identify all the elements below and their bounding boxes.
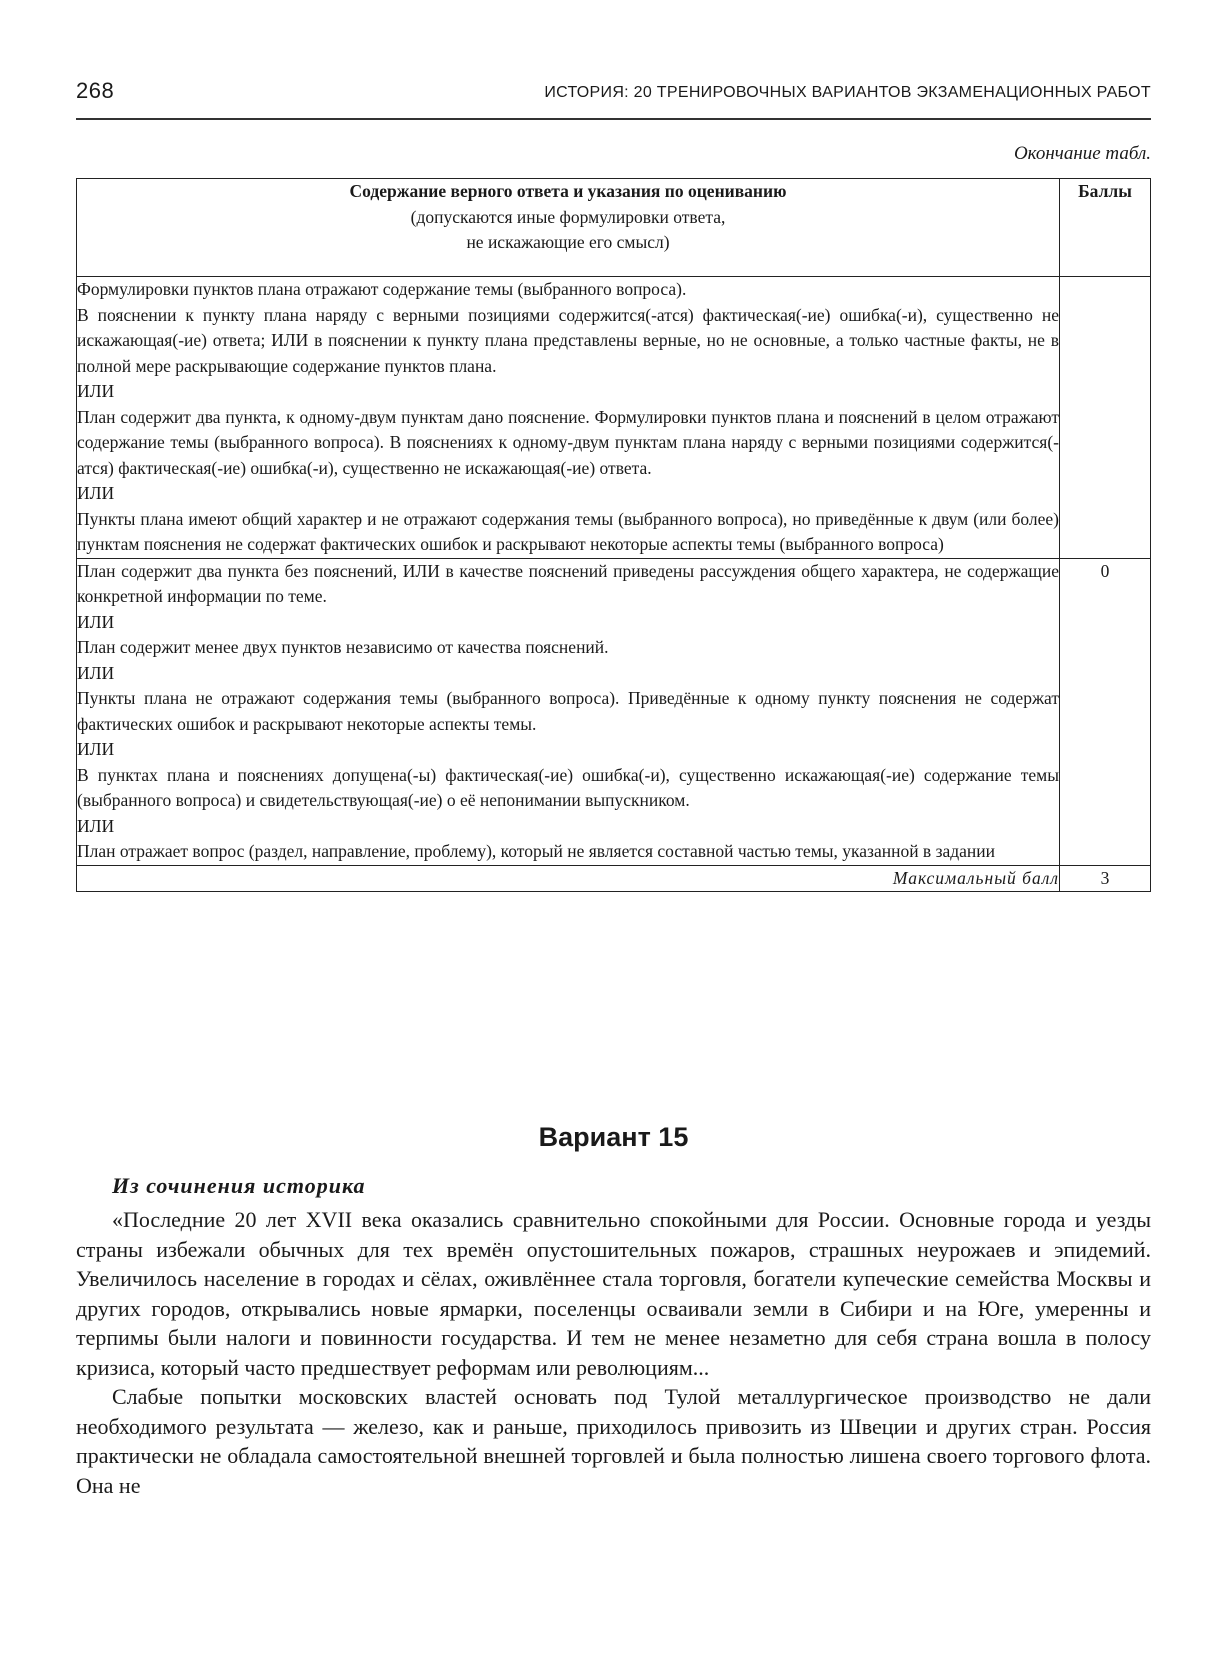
criteria-text: В пояснении к пункту плана наряду с верными позициями содержится(-атся) фактическая(-ие) ошибка(-и), существенно не искажающая(-ие) ответа; ИЛИ в пояснении к пункту плана представлены верные, но не основные, а только частные факты, не в полной мере раскрывающие содержание пунктов плана. — [77, 304, 1059, 376]
max-score-label: Максимальный балл — [77, 865, 1060, 892]
content-header-line: (допускаются иные формулировки ответа, — [410, 206, 726, 227]
criteria-text: В пунктах плана и пояснениях допущена(-ы) фактическая(-ие) ошибка(-и), существенно искажающая(-ие) содержание темы (выбранного вопроса) и свидетельствующая(-ие) о её непонимании выпускником. — [77, 764, 1059, 810]
criteria-text: План содержит два пункта, к одному-двум пунктам дано пояснение. Формулировки пунктов плана и пояснений в целом отражают содержание темы (выбранного вопроса). В пояснениях к одному-двум пунктам плана наряду с верными позициями содержится(-атся) фактическая(-ие) ошибка(-и), существенно не искажающая(-ие) ответа. — [77, 406, 1059, 478]
criteria-cell — [77, 277, 1060, 559]
criteria-text: План содержит два пункта без пояснений, ИЛИ в качестве пояснений приведены рассуждения общего характера, не содержащие конкретной информации по теме. — [77, 560, 1059, 606]
or-separator: ИЛИ — [77, 611, 115, 632]
criteria-text: Формулировки пунктов плана отражают содержание темы (выбранного вопроса). — [77, 279, 687, 299]
variant-title: Вариант 15 — [538, 1122, 689, 1152]
table-header-row — [77, 179, 1151, 277]
table-caption: Окончание табл. — [1013, 143, 1151, 164]
points-column-header: Баллы — [1060, 179, 1151, 277]
content-header-line: Содержание верного ответа и указания по оцениванию — [349, 181, 787, 201]
excerpt-paragraph: Слабые попытки московских властей основать под Тулой металлургическое производство не дали необходимого результата — железо, как и раньше, приходилось привозить из Швеции и других стран. Россия практически не обладала самостоятельной внешней торговлей и была полностью лишена своего торгового флота. Она не — [76, 1384, 1151, 1498]
table-row — [77, 277, 1151, 559]
or-separator: ИЛИ — [77, 815, 115, 836]
excerpt-paragraph: «Последние 20 лет XVII века оказались сравнительно спокойными для России. Основные города и уезды страны избежали обычных для тех времён опустошительных пожаров, страшных неурожаев и эпидемий. Увеличилось население в городах и сёлах, оживлённее стала торговля, богатели купеческие семейства Москвы и других городов, открывались новые ярмарки, поселенцы осваивали земли в Сибири и на Юге, умеренны и терпимы были налоги и повинности государства. И тем не менее незаметно для себя страна вошла в полосу кризиса, который часто предшествует реформам или революциям... — [76, 1207, 1151, 1380]
criteria-text: План содержит менее двух пунктов независимо от качества пояснений. — [77, 637, 609, 657]
source-title: Из сочинения историка — [112, 1173, 366, 1198]
points-cell — [1060, 277, 1151, 559]
book-title: ИСТОРИЯ: 20 ТРЕНИРОВОЧНЫХ ВАРИАНТОВ ЭКЗАМЕНАЦИОННЫХ РАБОТ — [544, 84, 1151, 101]
running-header — [76, 78, 1151, 120]
max-score-row — [77, 865, 1151, 892]
criteria-text: План отражает вопрос (раздел, направление, проблему), который не является составной частью темы, указанной в задании — [77, 841, 996, 861]
historian-excerpt — [76, 1205, 1151, 1500]
or-separator: ИЛИ — [77, 739, 115, 759]
page-number: 268 — [76, 78, 115, 103]
criteria-text: Пункты плана не отражают содержания темы (выбранного вопроса). Приведённые к одному пункту пояснения не содержат фактических ошибок и раскрывают некоторые аспекты темы. — [77, 688, 1059, 734]
or-separator: ИЛИ — [77, 662, 115, 683]
table-row — [77, 558, 1151, 865]
or-separator: ИЛИ — [77, 381, 115, 401]
grading-table — [76, 178, 1151, 892]
max-score-value: 3 — [1060, 865, 1151, 892]
criteria-text: Пункты плана имеют общий характер и не отражают содержания темы (выбранного вопроса), но приведённые к двум (или более) пунктам пояснения не содержат фактических ошибок и раскрывают некоторые аспекты темы (выбранного вопроса) — [77, 508, 1059, 554]
or-separator: ИЛИ — [77, 483, 115, 503]
criteria-cell — [77, 558, 1060, 865]
points-cell: 0 — [1060, 558, 1151, 865]
content-column-header — [77, 179, 1060, 277]
content-header-line: не искажающие его смысл) — [466, 232, 670, 252]
